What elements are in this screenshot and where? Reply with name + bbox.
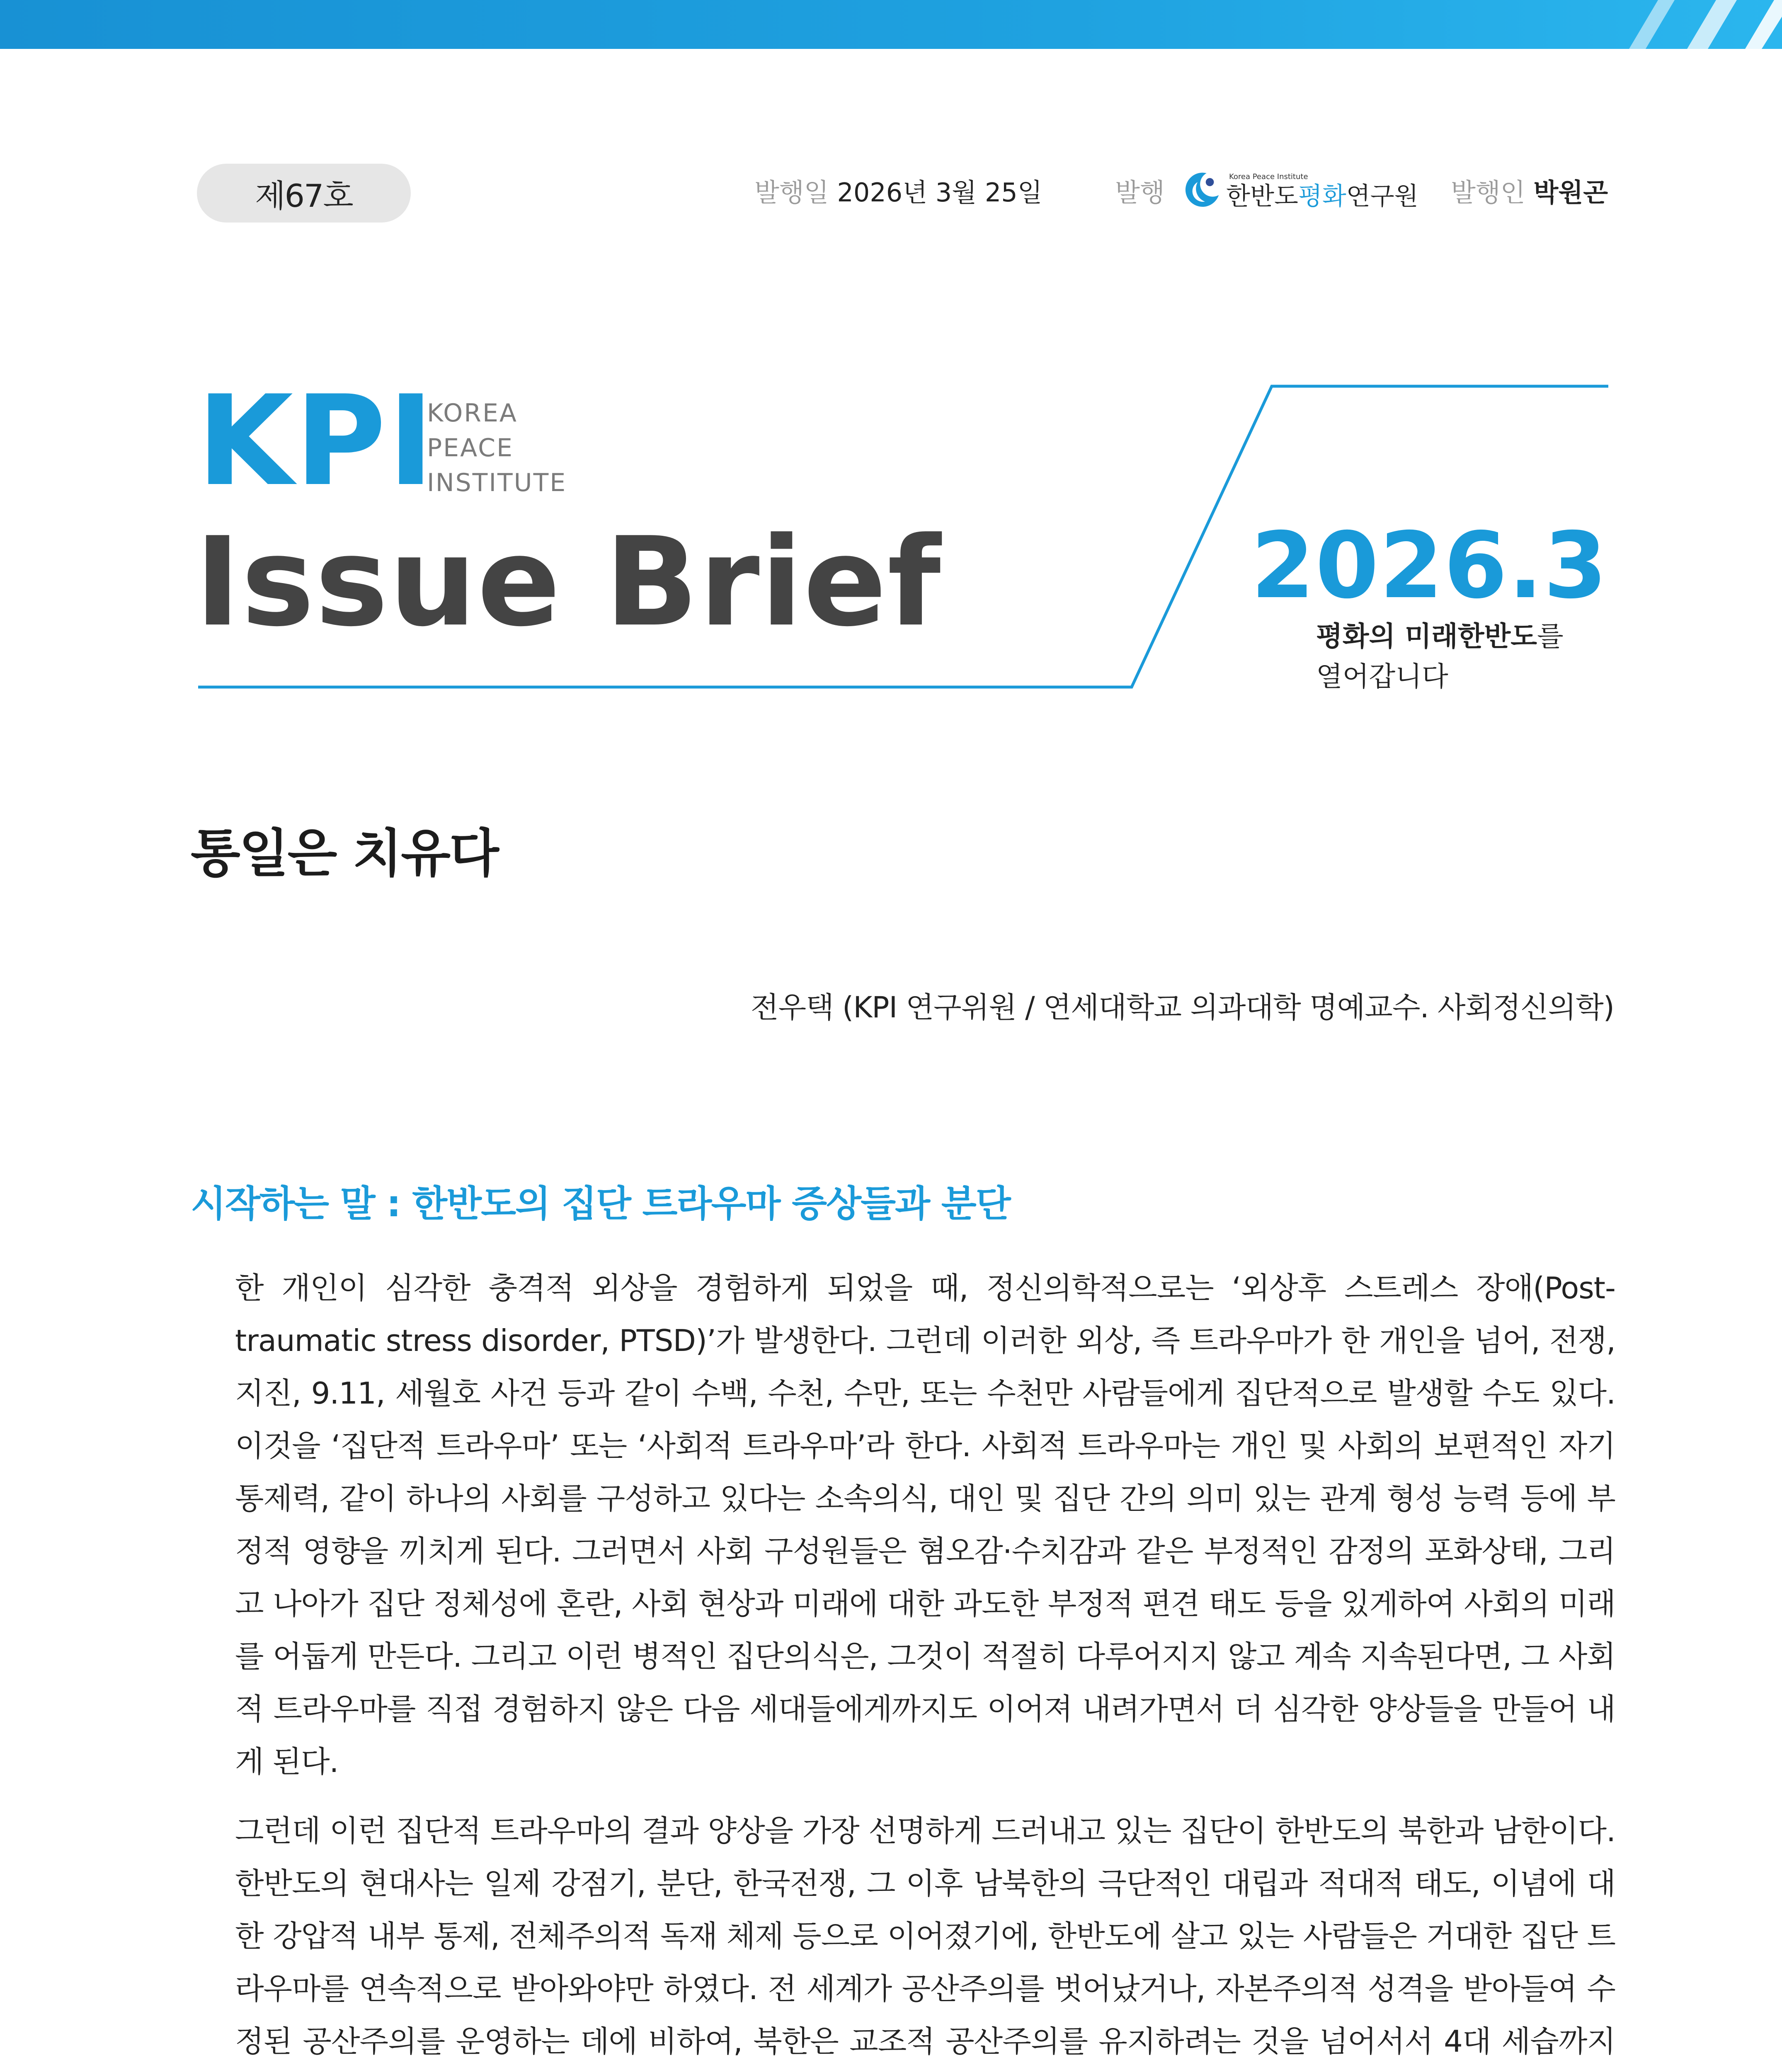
publish-date-label: 발행일 [754,177,829,208]
article-title: 통일은 치유다 [191,824,498,884]
institute-line-2: PEACE [427,433,514,462]
kpi-logo-icon [1181,170,1222,211]
article-body [235,1262,1615,2072]
institute-line-3: INSTITUTE [427,468,567,497]
issuer-name: 박원곤 [1533,177,1608,208]
series-title: Issue Brief [195,511,942,654]
issuer [1451,172,1608,213]
publisher-label: 발행 [1115,177,1165,208]
publish-date-value: 2026년 3월 25일 [837,177,1043,208]
section-heading: 시작하는 말 : 한반도의 집단 트라우마 증상들과 분단 [191,1182,1010,1225]
publisher-logo-en: Korea Peace Institute [1229,172,1308,181]
slogan-line-2: 열어갑니다 [1316,661,1448,692]
edition: 2026.3 [1251,513,1608,619]
issuer-label: 발행인 [1451,177,1525,208]
publish-date [754,172,1043,213]
publisher-logo-ko-pre: 한반도 [1226,182,1298,211]
issue-number: 제67호 [255,177,353,214]
publisher-logo-ko-post: 연구원 [1346,182,1418,211]
publisher-label-wrap [1115,172,1165,213]
article-author: 전우택 (KPI 연구위원 / 연세대학교 의과대학 명예교수. 사회정신의학) [750,990,1614,1024]
institute-line-1: KOREA [427,399,518,428]
kpi-wordmark: KPI [197,369,436,513]
publisher-logo-ko [1226,180,1418,213]
slogan-line-1 [1316,617,1564,656]
top-banner [0,0,1782,49]
issue-number-badge [197,164,411,223]
slogan-rest: 를 [1537,620,1564,652]
institute-name [427,396,567,500]
publisher-logo-ko-highlight: 평화 [1298,182,1346,211]
paragraph-1: 한 개인이 심각한 충격적 외상을 경험하게 되었을 때, 정신의학적으로는 ‘외상후 스트레스 장애(Post-traumatic stress disorder, PTSD)’가 발생한다. 그런데 이러한 외상, 즉 트라우마가 한 개인을 넘어, 전쟁, 지진, 9.11, 세월호 사건 등과 같이 수백, 수천, 수만, 또는 수천만 사람들에게 집단적으로 발생할 수도 있다. 이것을 ‘집단적 트라우마’ 또는 ‘사회적 트라우마’라 한다. 사회적 트라우마는 개인 및 사회의 보편적인 자기 통제력, 같이 하나의 사회를 구성하고 있다는 소속의식, 대인 및 집단 간의 의미 있는 관계 형성 능력 등에 부정적 영향을 끼치게 된다. 그러면서 사회 구성원들은 혐오감·수치감과 같은 부정적인 감정의 포화상태, 그리고 나아가 집단 정체성에 혼란, 사회 현상과 미래에 대한 과도한 부정적 편견 태도 등을 있게하여 사회의 미래를 어둡게 만든다. 그리고 이런 병적인 집단의식은, 그것이 적절히 다루어지지 않고 계속 지속된다면, 그 사회적 트라우마를 직접 경험하지 않은 다음 세대들에게까지도 이어져 내려가면서 더 심각한 양상들을 만들어 내게 된다. [235,1271,1615,1779]
paragraph-2: 그런데 이런 집단적 트라우마의 결과 양상을 가장 선명하게 드러내고 있는 집단이 한반도의 북한과 남한이다. 한반도의 현대사는 일제 강점기, 분단, 한국전쟁, 그 이후 남북한의 극단적인 대립과 적대적 태도, 이념에 대한 강압적 내부 통제, 전체주의적 독재 체제 등으로 이어졌기에, 한반도에 살고 있는 사람들은 거대한 집단 트라우마를 연속적으로 받아와야만 하였다. 전 세계가 공산주의를 벗어났거나, 자본주의적 성격을 받아들여 수정된 공산주의를 운영하는 데에 비하여, 북한은 교조적 공산주의를 유지하려는 것을 넘어서서 4대 세습까지 [235,1813,1615,2059]
slogan-bold: 평화의 미래한반도 [1316,620,1537,652]
